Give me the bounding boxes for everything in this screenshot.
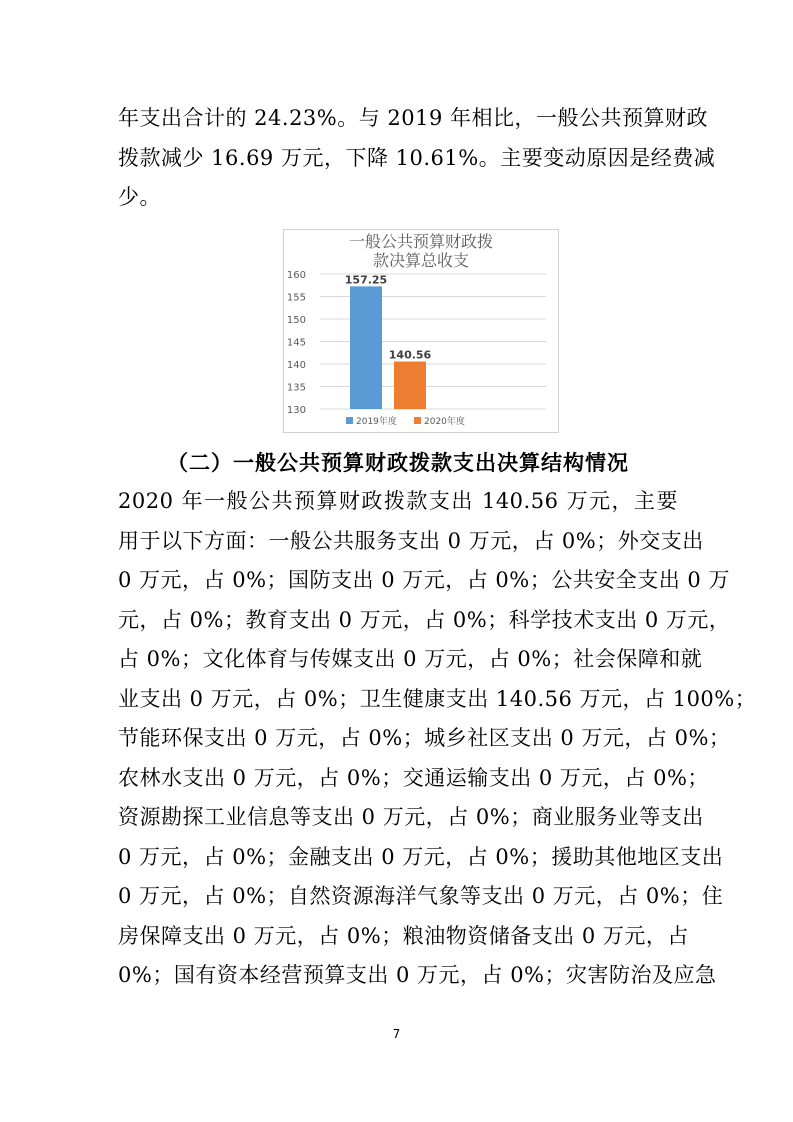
text-line: 2020 年一般公共预算财政拨款支出 140.56 万元，主要 bbox=[118, 489, 678, 513]
bar bbox=[350, 286, 382, 409]
bar-data-label: 157.25 bbox=[344, 273, 388, 287]
page-number: 7 bbox=[392, 1027, 401, 1041]
section-heading: （二）一般公共预算财政拨款支出决算结构情况 bbox=[167, 451, 629, 475]
text-line: 元，占 0%；教育支出 0 万元，占 0%；科学技术支出 0 万元， bbox=[118, 607, 731, 632]
y-tick-label: 145 bbox=[286, 337, 306, 349]
paragraph-expenditure-structure bbox=[118, 482, 757, 996]
text-line: 节能环保支出 0 万元，占 0%；城乡社区支出 0 万元，占 0%； bbox=[118, 726, 731, 750]
paragraph-budget-change bbox=[118, 99, 716, 218]
legend-label: 2019年度 bbox=[356, 417, 397, 427]
text-line: 业支出 0 万元，占 0%；卫生健康支出 140.56 万元，占 100%； bbox=[118, 686, 757, 711]
bar-chart bbox=[283, 229, 559, 433]
legend-label: 2020年度 bbox=[424, 417, 465, 427]
chart-title: 一般公共预算财政拨 bbox=[348, 232, 494, 251]
y-tick-label: 160 bbox=[286, 270, 306, 281]
text-line: 拨款减少 16.69 万元，下降 10.61%。主要变动原因是经费减 bbox=[118, 145, 716, 170]
text-line: 0 万元，占 0%；国防支出 0 万元，占 0%；公共安全支出 0 万 bbox=[118, 568, 730, 592]
y-tick-label: 130 bbox=[286, 405, 306, 416]
y-tick-label: 150 bbox=[286, 315, 306, 326]
text-line: 用于以下方面：一般公共服务支出 0 万元，占 0%；外交支出 bbox=[118, 528, 704, 553]
legend-swatch bbox=[414, 417, 421, 424]
text-line: 少。 bbox=[118, 185, 161, 209]
y-tick-label: 140 bbox=[286, 360, 306, 371]
text-line: 0%；国有资本经营预算支出 0 万元，占 0%；灾害防治及应急 bbox=[118, 963, 717, 987]
text-line: 农林水支出 0 万元，占 0%；交通运输支出 0 万元，占 0%； bbox=[118, 765, 709, 790]
text-line: 0 万元，占 0%；金融支出 0 万元，占 0%；援助其他地区支出 bbox=[118, 844, 724, 869]
bar bbox=[394, 361, 426, 409]
text-line: 0 万元，占 0%；自然资源海洋气象等支出 0 万元，占 0%；住 bbox=[118, 884, 724, 908]
chart-canvas bbox=[284, 230, 558, 432]
text-line: 占 0%；文化体育与传媒支出 0 万元，占 0%；社会保障和就 bbox=[118, 647, 703, 671]
y-tick-label: 155 bbox=[286, 292, 306, 304]
text-line: 年支出合计的 24.23%。与 2019 年相比，一般公共预算财政 bbox=[118, 106, 709, 130]
legend-swatch bbox=[346, 417, 353, 424]
text-line: 资源勘探工业信息等支出 0 万元，占 0%；商业服务业等支出 bbox=[118, 805, 704, 829]
text-line: 房保障支出 0 万元，占 0%；粮油物资储备支出 0 万元，占 bbox=[118, 923, 689, 948]
y-tick-label: 135 bbox=[286, 382, 306, 394]
bar-data-label: 140.56 bbox=[388, 348, 432, 362]
chart-title: 款决算总收支 bbox=[372, 251, 470, 270]
